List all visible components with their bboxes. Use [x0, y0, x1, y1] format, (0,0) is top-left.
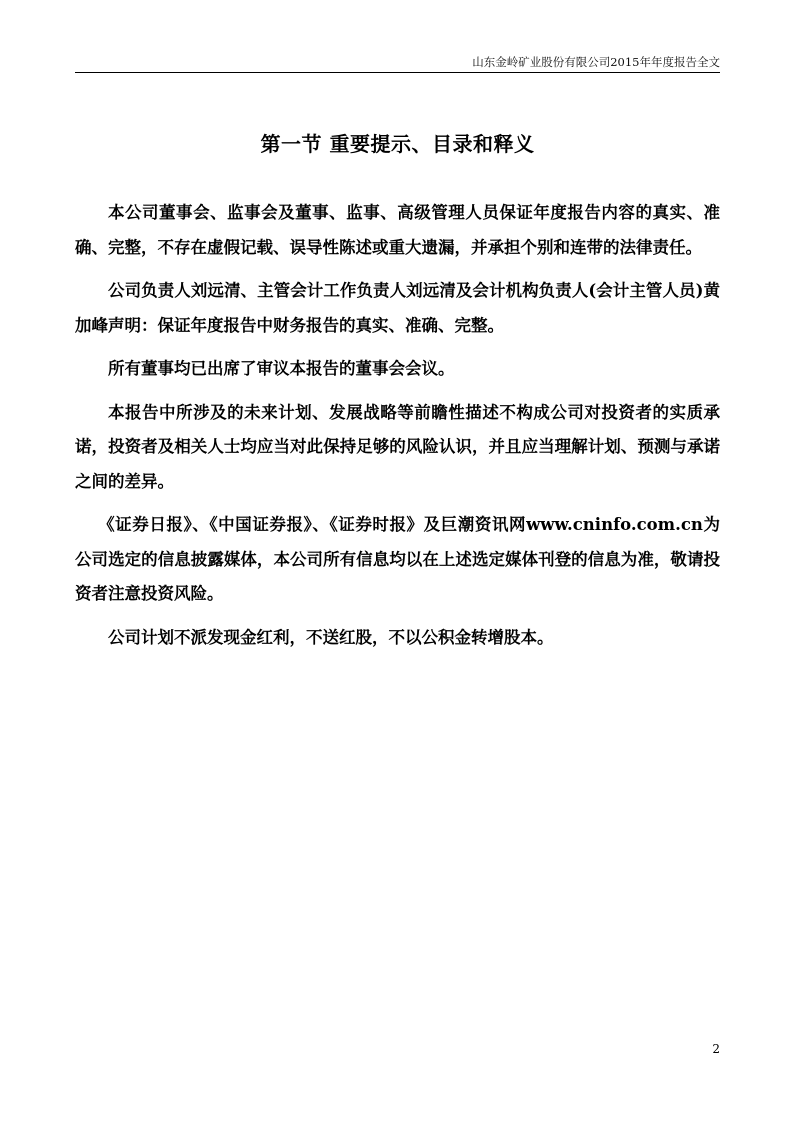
running-header: 山东金岭矿业股份有限公司2015年年度报告全文: [472, 55, 720, 69]
paragraph-disclosure-media: 《证券日报》、《中国证券报》、《证券时报》及巨潮资讯网www.cninfo.com.cn为公司选定的信息披露媒体，本公司所有信息均以在上述选定媒体刊登的信息为准，敬请投资者注意投资风险。: [75, 515, 720, 603]
paragraph-forward-looking: 本报告中所涉及的未来计划、发展战略等前瞻性描述不构成公司对投资者的实质承诺，投资者及相关人士均应当对此保持足够的风险认识，并且应当理解计划、预测与承诺之间的差异。: [75, 402, 720, 491]
paragraph-officer-declaration: 公司负责人刘远清、主管会计工作负责人刘远清及会计机构负责人(会计主管人员)黄加峰声明：保证年度报告中财务报告的真实、准确、完整。: [75, 281, 720, 335]
paragraph-dividend-plan: 公司计划不派发现金红利，不送红股，不以公积金转增股本。: [108, 627, 554, 647]
header-divider: [75, 72, 720, 73]
section-title: 第一节 重要提示、目录和释义: [260, 132, 535, 156]
paragraph-responsibility-statement: 本公司董事会、监事会及董事、监事、高级管理人员保证年度报告内容的真实、准确、完整，不存在虚假记载、误导性陈述或重大遗漏，并承担个别和连带的法律责任。: [75, 203, 720, 257]
notice-body: [75, 196, 720, 664]
page-number: 2: [712, 1042, 720, 1056]
paragraph-board-attendance: 所有董事均已出席了审议本报告的董事会会议。: [108, 359, 455, 378]
